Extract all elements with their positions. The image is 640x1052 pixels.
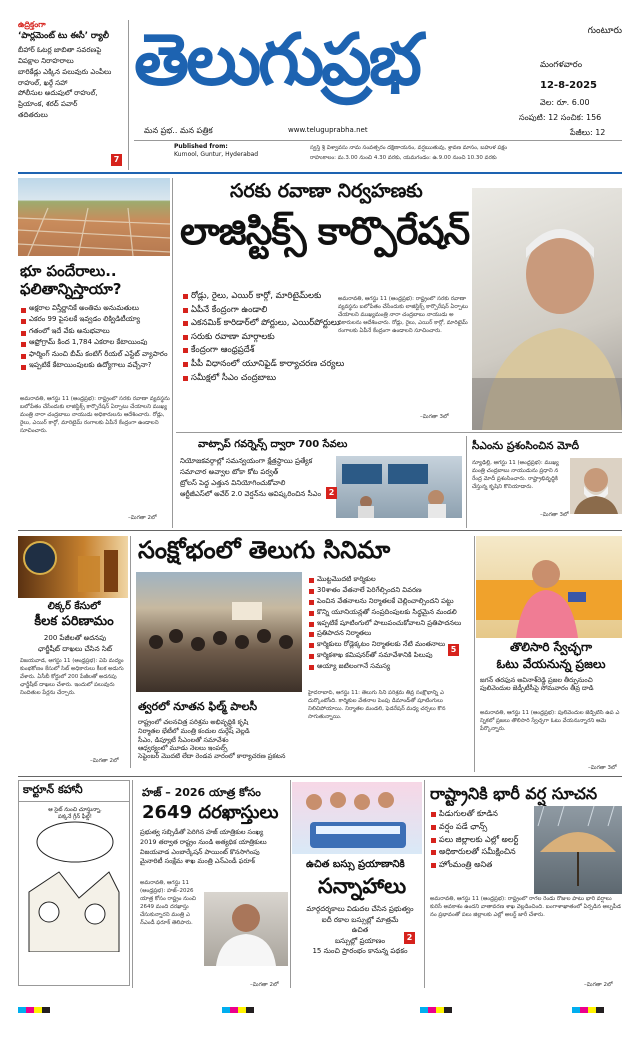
- page-badge[interactable]: 2: [404, 932, 415, 944]
- rain-continued[interactable]: –మిగతా 2లో: [584, 982, 613, 988]
- cinema-bullet: కార్మికులు రోడ్లెక్కటం నిర్మాతలకు నేటి మంతనాలు: [308, 639, 472, 650]
- page-badge[interactable]: 2: [326, 487, 337, 499]
- modi-photo: [570, 458, 622, 514]
- cartoon-box: [18, 780, 130, 986]
- land-plots-photo: [18, 178, 170, 256]
- cartoon-bubble: ఆ సైట్ నుంచి చూస్తున్నా, పక్కనే గ్రీన్ ఫీల్డ్!: [48, 807, 102, 821]
- haj-body-text: అమరావతి, ఆగస్టు 11 (ఆంధ్రప్రభ): హజ్–2026 యాత్ర కోసం రాష్ట్రం నుంచి 2649 మంది దరఖాస్తు చేసుకున్నారని మంత్రి ఎన్ఎండీ ఫరూక్ తెలిపారు.: [140, 880, 196, 926]
- haj-lines: [140, 828, 288, 867]
- continued-note[interactable]: –మిగతా 2లో: [128, 515, 157, 521]
- rain-bullet: వర్షం పడే ఛాన్స్: [430, 821, 540, 834]
- page-badge[interactable]: 7: [111, 154, 122, 166]
- cm-photo: [472, 188, 622, 430]
- cinema-bullet: ప్రతిపాదన నిర్మాతలు: [308, 628, 472, 639]
- modi-continued[interactable]: –మిగతా 3లో: [540, 512, 569, 518]
- liquor-body: [20, 658, 128, 758]
- modi-portrait: [570, 458, 622, 514]
- bus-illustration: [292, 782, 422, 854]
- edition-box: [528, 26, 622, 38]
- modi-body: [472, 460, 566, 510]
- lead-headline[interactable]: లాజిస్టిక్స్ కార్పొరేషన్: [180, 209, 470, 253]
- vote-headline[interactable]: [480, 640, 622, 674]
- divider: [466, 436, 467, 528]
- lead-body: [338, 296, 470, 412]
- land-body: [20, 396, 170, 514]
- cartoon-illustration: [19, 802, 129, 952]
- land-headline[interactable]: [20, 262, 170, 298]
- weekday: మంగళవారం: [540, 60, 582, 70]
- price: వెల: రూ. 6.00: [540, 98, 590, 107]
- haj-headline[interactable]: 2649 దరఖాస్తులు: [142, 802, 279, 823]
- liquor-headline-1: లిక్కర్ కేసులో: [47, 601, 101, 612]
- land-headline-1: భూ పందేరాలు..: [20, 262, 117, 280]
- land-headline-2: ఫలితాన్నిస్తాయా?: [20, 280, 122, 298]
- land-bullet: ఇప్పటికే కేటాయింపులకు ఉద్యోగాలు వచ్చేనా?: [20, 361, 170, 370]
- meeting-photo: [336, 456, 462, 518]
- bus-line: బస్సుల్లో ప్రయాణం: [334, 936, 386, 945]
- liquor-photo: [18, 536, 128, 598]
- divider: [424, 780, 425, 988]
- bus-lines: [296, 904, 424, 957]
- rain-photo: [534, 806, 622, 894]
- promo-headline: ‘పార్లమెంట్ టు ఈసీ’ ర్యాలీ: [18, 31, 110, 41]
- divider: [474, 536, 475, 772]
- liquor-continued[interactable]: –మిగతా 2లో: [90, 758, 119, 764]
- page-count: పేజీలు: 12: [570, 128, 606, 137]
- cartoon-title: కార్టూన్ కహానీ: [19, 781, 129, 802]
- promo-line: తదితరులు: [18, 111, 48, 120]
- land-bullet: ఎకరం 99 పైసలకే ఇవ్వడం లిక్విడిటీయ్యా: [20, 315, 170, 324]
- lead-bullet: సమీక్షలో సీఎం చంద్రబాబు: [182, 372, 332, 386]
- cm-portrait: [472, 188, 622, 430]
- lead-bullet: కేంద్రంగా ఆంధ్రప్రదేశ్: [182, 344, 332, 358]
- vote-continued[interactable]: –మిగతా 3లో: [588, 765, 617, 771]
- promo-line: పోలీసుల అదుపులో రాహుల్,: [18, 89, 98, 98]
- whatsapp-line: సమాచార అవ్వాల టోకా కోట పర్వత్: [180, 467, 279, 476]
- bus-photo: [292, 782, 422, 854]
- cinema-bullet: ఇప్పటికే షూటింగులో పాలుపంచుకోవాలని ప్రతిపాదనలు: [308, 618, 472, 629]
- lead-dateline: అమరావతి, ఆగస్టు 11 (ఆంధ్రప్రభ): రాష్ట్రంలో సరకు రవాణా వ్యవస్థను బలోపేతం చేసేందుకు లాజిస్టిక్స్ కార్పొరేషన్ ఏర్పాటు చేయాలని ముఖ్యమంత్రి నారా చంద్రబాబు నాయుడు అధికారులను ఆదేశించారు. రోడ్లు, రైలు, ఎయిర్ కార్గో, మారిటైమ్ రంగాలకు ఏపీనే కేంద్రంగా ఉండాలని సూచించారు.: [338, 296, 469, 334]
- land-bullet: ఆఫ్రోగ్రామ్ కింద 1,784 ఎకరాల కేటాయింపు: [20, 338, 170, 347]
- promo-box[interactable]: [18, 20, 126, 170]
- bus-kicker: ఉచిత బస్సు ప్రయాణానికి: [306, 859, 405, 870]
- lead-bullets: [182, 290, 345, 385]
- whatsapp-headline[interactable]: వాట్సాప్ గవర్నెన్స్ ద్వారా 700 సేవలు: [198, 439, 348, 450]
- policy-foot: సెప్టెంబర్ మొదటి లేదా రెండవ వారంలో కార్యాచరణ ప్రకటన: [138, 752, 286, 760]
- almanac-line-1: స్వస్తి శ్రీ విశ్వావసు నామ సంవత్సరం దక్షిణాయనం, వర్షఋతువు, శ్రావణ మాసం, బహుళ పక్షం: [310, 145, 508, 151]
- liquor-headline[interactable]: [18, 600, 130, 632]
- liquor-illustration: [18, 536, 128, 598]
- umbrella-illustration: [534, 806, 622, 894]
- volume: సంపుటి: 12 సంచిక: 156: [519, 113, 602, 122]
- minister-photo: [204, 892, 288, 966]
- page-badge[interactable]: 5: [448, 644, 459, 656]
- website-link[interactable]: www.teluguprabha.net: [288, 126, 368, 134]
- whatsapp-line: నియోజకవర్గాల్లో సమన్వయంగా క్షేత్రస్థాయి ప్రత్యేక: [180, 457, 313, 465]
- divider: [134, 140, 622, 141]
- lead-bullet: సరుకు రవాణా మార్గాలకు: [182, 331, 332, 345]
- lead-continued[interactable]: –మిగతా 3లో: [420, 414, 449, 420]
- policy-headline[interactable]: త్వరలో నూతన ఫిల్మ్ పాలసీ: [138, 700, 258, 713]
- vote-headline-1: తొలిసారి స్వేచ్ఛగా: [509, 640, 593, 654]
- promo-lines: [18, 45, 126, 121]
- bus-line: 15 నుంచి ప్రారంభం కానున్న పథకం: [312, 947, 408, 955]
- haj-continued[interactable]: –మిగతా 2లో: [250, 982, 279, 988]
- section-rule: [18, 776, 622, 777]
- policy-line: రాష్ట్రంలో చలనచిత్ర పరిశ్రమ అభివృద్ధికి కృషి: [138, 718, 249, 726]
- land-bullet: అక్షరాల విస్తీర్ణానికే అంతిమ అనుమతులు: [20, 304, 170, 313]
- land-bullets: [20, 304, 170, 373]
- haj-body: [140, 880, 200, 984]
- tagline: మన ప్రభ.. మన పత్రిక: [144, 126, 213, 135]
- published-cities: Kurnool, Guntur, Hyderabad: [174, 150, 259, 158]
- rain-bullet: హోంమంత్రి అనిత: [430, 859, 540, 872]
- whatsapp-lines: [180, 456, 330, 499]
- vote-body-text: అమరావతి, ఆగస్టు 11 (ఆంధ్రప్రభ): పులివెందుల జెడ్పీటీసీ ఉప ఎన్నికలో ప్రజలు తొలిసారి స్వేచ్ఛగా ఓటు వేయనున్నారని ఆమె పేర్కొన్నారు.: [480, 710, 620, 732]
- promo-line: విపక్షాల నిరాహరాలు: [18, 56, 74, 65]
- liquor-sub: 200 పేజీలతో అదనపు: [43, 634, 107, 642]
- speaker-illustration: [476, 536, 622, 638]
- lead-bullet: ఎకనమిక్ కారిడార్‌లో పోర్టులు, ఎయిర్‌పోర్టులు: [182, 317, 332, 331]
- bus-line: మార్గదర్శకాలు విడుదల చేసిన ప్రభుత్వం: [306, 905, 414, 913]
- liquor-body-text: విజయవాడ, ఆగస్టు 11 (ఆంధ్రప్రభ): ఏపీ మద్యం కుంభకోణం కేసులో సిట్ అధికారులు కీలక అడుగు వేశారు. ఏసీబీ కోర్టులో 200 పేజీలతో అదనపు ఛార్జీషీట్ దాఖలు చేశారు. ఇందులో పలువురు నిందితుల పేర్లను చేర్చారు.: [20, 658, 124, 696]
- divider: [172, 178, 173, 528]
- print-color-strip: [572, 998, 604, 1017]
- plots-illustration: [18, 178, 170, 256]
- land-bullet: ఫార్మింగ్ నుంచి బీమ్ కంటిగ్ రీయల్ ఎస్టేట్ వ్యాపారం: [20, 350, 170, 359]
- haj-line: ప్రభుత్వ సబ్సిడీతో పెరిగిన హజ్ యాత్రికుల సంఖ్య: [140, 828, 264, 836]
- cinema-body-text: హైదరాబాద్, ఆగస్టు 11: తెలుగు సినీ పరిశ్రమ తీవ్ర సంక్షోభాన్ని ఎదుర్కొంటోంది. కార్మికుల వేతనాల పెంపు డిమాండ్‌తో షూటింగులు నిలిచిపోయాయి. నిర్మాతల మండలి, ఫెడరేషన్ మధ్య చర్చలు కొనసాగుతున్నాయి.: [308, 690, 446, 720]
- cinema-bullet: కార్మికశాఖ కమిషనర్‌తో సమావేశానికి పిలుపు: [308, 650, 472, 661]
- haj-line: 2019 తర్వాత రాష్ట్రం నుండి అత్యధిక యాత్రికులు: [140, 837, 267, 846]
- vote-body: [480, 710, 622, 768]
- bus-headline[interactable]: సన్నాహాలు: [318, 874, 407, 898]
- vote-sub: జగన్ తరఫున అవినాశ్‌రెడ్డి ప్రజల తీర్పునుంచి పులివెందుల జెడ్పీటీసీపై సోమవారం తీవ్ర దాడి: [480, 676, 594, 693]
- date: 12-8-2025: [540, 80, 598, 91]
- cinema-bullet: 30శాతం వేతనాలే పెరిగేల్సిందని వివరణ: [308, 585, 472, 596]
- lead-kicker: సరకు రవాణా నిర్వహణకు: [230, 180, 423, 202]
- rain-body: [430, 896, 622, 980]
- divider: [128, 20, 129, 170]
- rain-bullet: పిడుగులతో కూడిన: [430, 808, 540, 821]
- divider: [130, 536, 131, 768]
- cinema-bullet: కొన్ని యూనియన్లతో సంప్రదింపులకు సిద్ధమైన మండలి: [308, 607, 472, 618]
- promo-line: బారికేడ్లు ఎక్కిన పలువురు ఎంపీలు: [18, 67, 112, 76]
- print-color-strip: [18, 998, 50, 1017]
- rain-bullet: అధికారులతో సమీక్షించిన: [430, 846, 540, 859]
- protest-photo: [136, 572, 302, 692]
- print-color-strip: [222, 998, 254, 1017]
- policy-line: నిర్మాతల భేటీలో మంత్రి కందుల దుర్గేష్ వెల్లడి: [138, 726, 250, 735]
- minister-portrait: [204, 892, 288, 966]
- lead-bullet: ఏపీనే కేంద్రంగా ఉండాలి: [182, 304, 332, 318]
- print-color-strip: [420, 998, 452, 1017]
- rain-bullet: పలు జిల్లాలకు ఎల్లో అలర్ట్: [430, 834, 540, 847]
- section-rule: [18, 530, 622, 531]
- policy-line: సీఎం, డిప్యూటీ సీఎంలతో సమావేశం: [138, 735, 229, 744]
- haj-kicker: హజ్ – 2026 యాత్ర కోసం: [142, 786, 261, 799]
- whatsapp-line: ఆర్టీజీఎస్‌లో అవేర్ 2.0 వెర్షన్‌ను ఆవిష్కరించిన సీఎం: [180, 489, 322, 498]
- haj-line: మైనారిటీ సంక్షేమ శాఖ మంత్రి ఎన్ఎండీ ఫరూక్: [140, 857, 256, 866]
- lead-bullet: పీపీ విధానంలో యూనిఫైడ్ కార్యాచరణ చర్యలు: [182, 358, 332, 372]
- cinema-body: [308, 690, 470, 772]
- cinema-headline[interactable]: సంక్షోభంలో తెలుగు సినిమా: [138, 536, 391, 564]
- liquor-headline-2: కీలక పరిణామం: [34, 614, 114, 629]
- rain-headline[interactable]: రాష్ట్రానికి భారీ వర్ష సూచన: [430, 784, 598, 803]
- whatsapp-line: ట్రోలస్ పెద్ద ఎత్తున వినియోగించుకోవాలి: [180, 478, 286, 487]
- cinema-bullets: [308, 574, 472, 672]
- divider: [290, 780, 291, 988]
- policy-lines: [138, 718, 304, 753]
- haj-line: విజయవాడ ఎంబార్కేషన్ పాయింట్ కొనసాగింపు: [140, 847, 260, 856]
- promo-line: బీహార్ ఓటర్ల జాబితా సవరణపై: [18, 46, 102, 54]
- rain-body-text: అమరావతి, ఆగస్టు 11 (ఆంధ్రప్రభ): రాష్ట్రంలో రాగల రెండు రోజుల పాటు భారీ వర్షాలు కురిసే అవకాశం ఉందని వాతావరణ శాఖ వెల్లడించింది. బంగాళాఖాతంలో ఏర్పడిన అల్పపీడనం ప్రభావంతో పలు జిల్లాలకు ఎల్లో అలర్ట్ జారీ చేశారు.: [430, 896, 621, 918]
- cinema-bullet: మొట్టమొదటి కార్మికుల: [308, 574, 472, 585]
- land-bullet: గతంలో ఇదే వేకు అనుభవాలు: [20, 327, 170, 336]
- divider: [132, 780, 133, 988]
- divider: [176, 432, 622, 433]
- vote-headline-2: ఓటు వేయనున్న ప్రజలు: [496, 657, 606, 671]
- land-body-text: అమరావతి, ఆగస్టు 11 (ఆంధ్రప్రభ): రాష్ట్రంలో సరకు రవాణా వ్యవస్థను బలోపేతం చేసేందుకు లాజిస్టిక్స్ కార్పొరేషన్ ఏర్పాటు చేయాలని ముఖ్యమంత్రి నారా చంద్రబాబు నాయుడు అధికారులను ఆదేశించారు. రోడ్లు, రైలు, ఎయిర్ కార్గో, మారిటైమ్ రంగాలకు ఏపీనే కేంద్రంగా ఉండాలని సూచించారు.: [20, 396, 170, 434]
- policy-line: ఆధ్వర్యంలో మూడు నెలలు ఇంపల్స్: [138, 744, 228, 753]
- modi-body-text: న్యూఢిల్లీ, ఆగస్టు 11 (ఆంధ్రప్రభ): ముఖ్యమంత్రి చంద్రబాబు నాయుడును ప్రధాని నరేంద్ర మోదీ ప్రశంసించారు. రాష్ట్రాభివృద్ధికి చేస్తున్న కృషిని కొనియాడారు.: [472, 460, 559, 490]
- cinema-bullet: పెంచిన వేతనాలను నిర్మాతలకే చెల్లించాల్సిందని పట్టు: [308, 596, 472, 607]
- bus-line: ఐదీ రకాల బస్సుల్లో మాత్రమే: [321, 915, 399, 924]
- modi-headline[interactable]: సీఎంను ప్రశంసించిన మోదీ: [472, 440, 580, 452]
- lead-bullet: రోడ్లు, రైలు, ఎయిర్ కార్గో, మారిటైమ్‌లకు: [182, 290, 332, 304]
- logo[interactable]: తెలుగుప్రభ: [134, 18, 419, 101]
- meeting-illustration: [336, 456, 462, 518]
- almanac-line-2: రాహుకాలం: మ.3.00 నుంచి 4.30 వరకు, యమగండం: ఉ.9.00 నుంచి 10.30 వరకు: [310, 155, 497, 161]
- promo-tag: ఉద్రిక్తంగా: [18, 20, 46, 29]
- vote-photo: [476, 536, 622, 638]
- bus-line: ఉచిత: [351, 926, 369, 934]
- rain-bullets: [430, 808, 540, 872]
- cinema-bullet: అయ్యా జటిలంగానే సమస్య: [308, 661, 472, 672]
- liquor-sub-2: ఛార్జీషీట్ దాఖలు చేసిన సిట్: [37, 645, 113, 653]
- promo-line: ప్రియాంక, శరద్ పవార్: [18, 100, 78, 109]
- protest-illustration: [136, 572, 302, 692]
- published-label: Published from:: [174, 143, 228, 150]
- published-box: [174, 143, 302, 158]
- masthead-rule: [18, 172, 622, 174]
- edition: గుంటూరు: [587, 26, 622, 36]
- promo-line: రాహుల్, ఖర్గే సహా: [18, 78, 68, 87]
